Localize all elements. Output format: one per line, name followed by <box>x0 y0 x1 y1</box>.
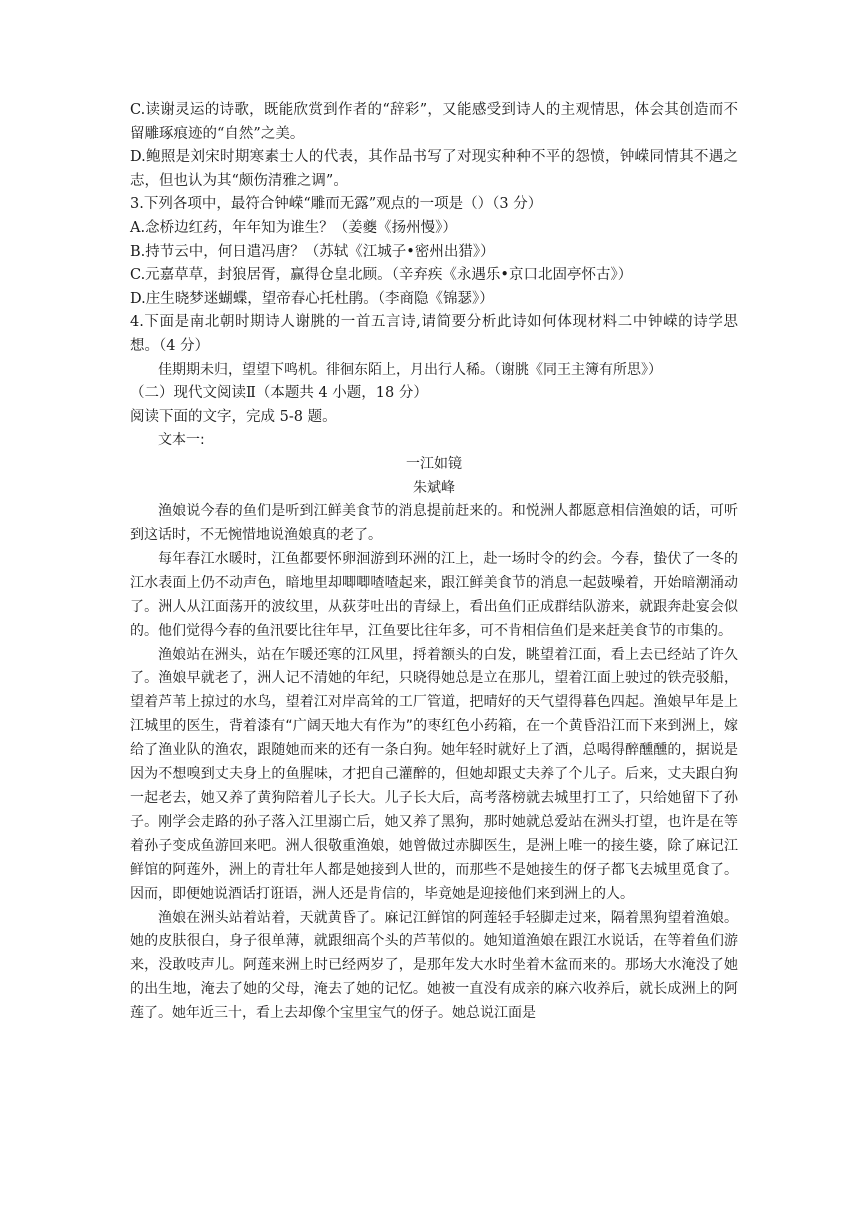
question-3-option-d: D.庄生晓梦迷蝴蝶，望帝春心托杜鹃。（李商隐《锦瑟》） <box>130 290 494 307</box>
document-page <box>130 99 738 1026</box>
question-3-stem: 3.下列各项中，最符合钟嵘“雕而无露”观点的一项是（）（3 分） <box>130 196 543 213</box>
question-3-option-a: A.念桥边红药，年年知为谁生？（姜夔《扬州慢》） <box>130 219 457 236</box>
article-author: 朱斌峰 <box>413 479 455 496</box>
article-paragraph: 每年春江水暖时，江鱼都要怀卵洄游到环洲的江上，赴一场时令的约会。今春，蛰伏了一冬的江水表面上仍不动声色，暗地里却唧唧喳喳起来，跟江鲜美食节的消息一起鼓噪着，开始暗潮涌动了。洲人从江面荡开的波纹里，从荻芽吐出的青绿上，看出鱼们正成群结队游来，就跟奔赴宴会似的。他们觉得今春的鱼汛要比往年早，江鱼要比往年多，可不肯相信鱼们是来赶美食节的市集的。 <box>130 550 738 639</box>
reading-instruction: 阅读下面的文字，完成 5-8 题。 <box>130 408 337 425</box>
text-label: 文本一: <box>158 432 205 449</box>
question-4-stem: 4.下面是南北朝时期诗人谢朓的一首五言诗,请简要分析此诗如何体现材料二中钟嵘的诗学思想。（4 分） <box>130 314 738 354</box>
article-title: 一江如镜 <box>406 455 462 472</box>
option-d-prev: D.鲍照是刘宋时期寒素士人的代表，其作品书写了对现实种种不平的怨愤，钟嵘同情其不遇之志，但也认为其“颇伤清雅之调”。 <box>130 149 738 189</box>
question-3-option-b: B.持节云中，何日遣冯唐？（苏轼《江城子•密州出猎》） <box>130 243 495 260</box>
question-4-poem: 佳期期未归，望望下鸣机。徘徊东陌上，月出行人稀。（谢朓《同王主簿有所思》） <box>158 361 662 378</box>
option-c-prev: C.读谢灵运的诗歌，既能欣赏到作者的“辞彩”，又能感受到诗人的主观情思，体会其创造而不留雕琢痕迹的“自然”之美。 <box>130 102 738 142</box>
question-3-option-c: C.元嘉草草，封狼居胥，赢得仓皇北顾。（辛弃疾《永遇乐•京口北固亭怀古》） <box>130 267 633 284</box>
section-heading: （二）现代文阅读Ⅱ（本题共 4 小题，18 分） <box>130 385 428 402</box>
article-paragraph: 渔娘站在洲头，站在乍暖还寒的江风里，捋着额头的白发，眺望着江面，看上去已经站了许久了。渔娘早就老了，洲人记不清她的年纪，只晓得她总是立在那儿，望着江面上驶过的铁壳驳船，望着芦苇上掠过的水鸟，望着江对岸高耸的工厂管道，把晴好的天气望得暮色四起。渔娘早年是上江城里的医生，背着漆有“广阔天地大有作为”的枣红色小药箱，在一个黄昏沿江而下来到洲上，嫁给了渔业队的渔农，跟随她而来的还有一条白狗。她年轻时就好上了酒，总喝得醉醺醺的，据说是因为不想嗅到丈夫身上的鱼腥味，才把自己灌醉的，但她却跟丈夫养了个儿子。后来，丈夫跟白狗一起老去，她又养了黄狗陪着儿子长大。儿子长大后，高考落榜就去城里打工了，只给她留下了孙子。刚学会走路的孙子落入江里溺亡后，她又养了黑狗，那时她就总爱站在洲头打望，也许是在等着孙子变成鱼游回来吧。洲人很敬重渔娘，她曾做过赤脚医生，是洲上唯一的接生婆，除了麻记江鲜馆的阿莲外，洲上的青壮年人都是她接到人世的，而那些不是她接生的伢子都飞去城里觅食了。因而，即便她说酒话打诳语，洲人还是肯信的，毕竟她是迎接他们来到洲上的人。 <box>130 646 738 902</box>
article-paragraph: 渔娘说今春的鱼们是听到江鲜美食节的消息提前赶来的。和悦洲人都愿意相信渔娘的话，可听到这话时，不无惋惜地说渔娘真的老了。 <box>130 503 738 543</box>
article-paragraph: 渔娘在洲头站着站着，天就黄昏了。麻记江鲜馆的阿莲轻手轻脚走过来，隔着黑狗望着渔娘。她的皮肤很白，身子很单薄，就跟细高个头的芦苇似的。她知道渔娘在跟江水说话，在等着鱼们游来，没敢吱声儿。阿莲来洲上时已经两岁了，是那年发大水时坐着木盆而来的。那场大水淹没了她的出生地，淹去了她的父母，淹去了她的记忆。她被一直没有成亲的麻六收养后，就长成洲上的阿莲了。她年近三十，看上去却像个宝里宝气的伢子。她总说江面是 <box>130 909 738 1022</box>
